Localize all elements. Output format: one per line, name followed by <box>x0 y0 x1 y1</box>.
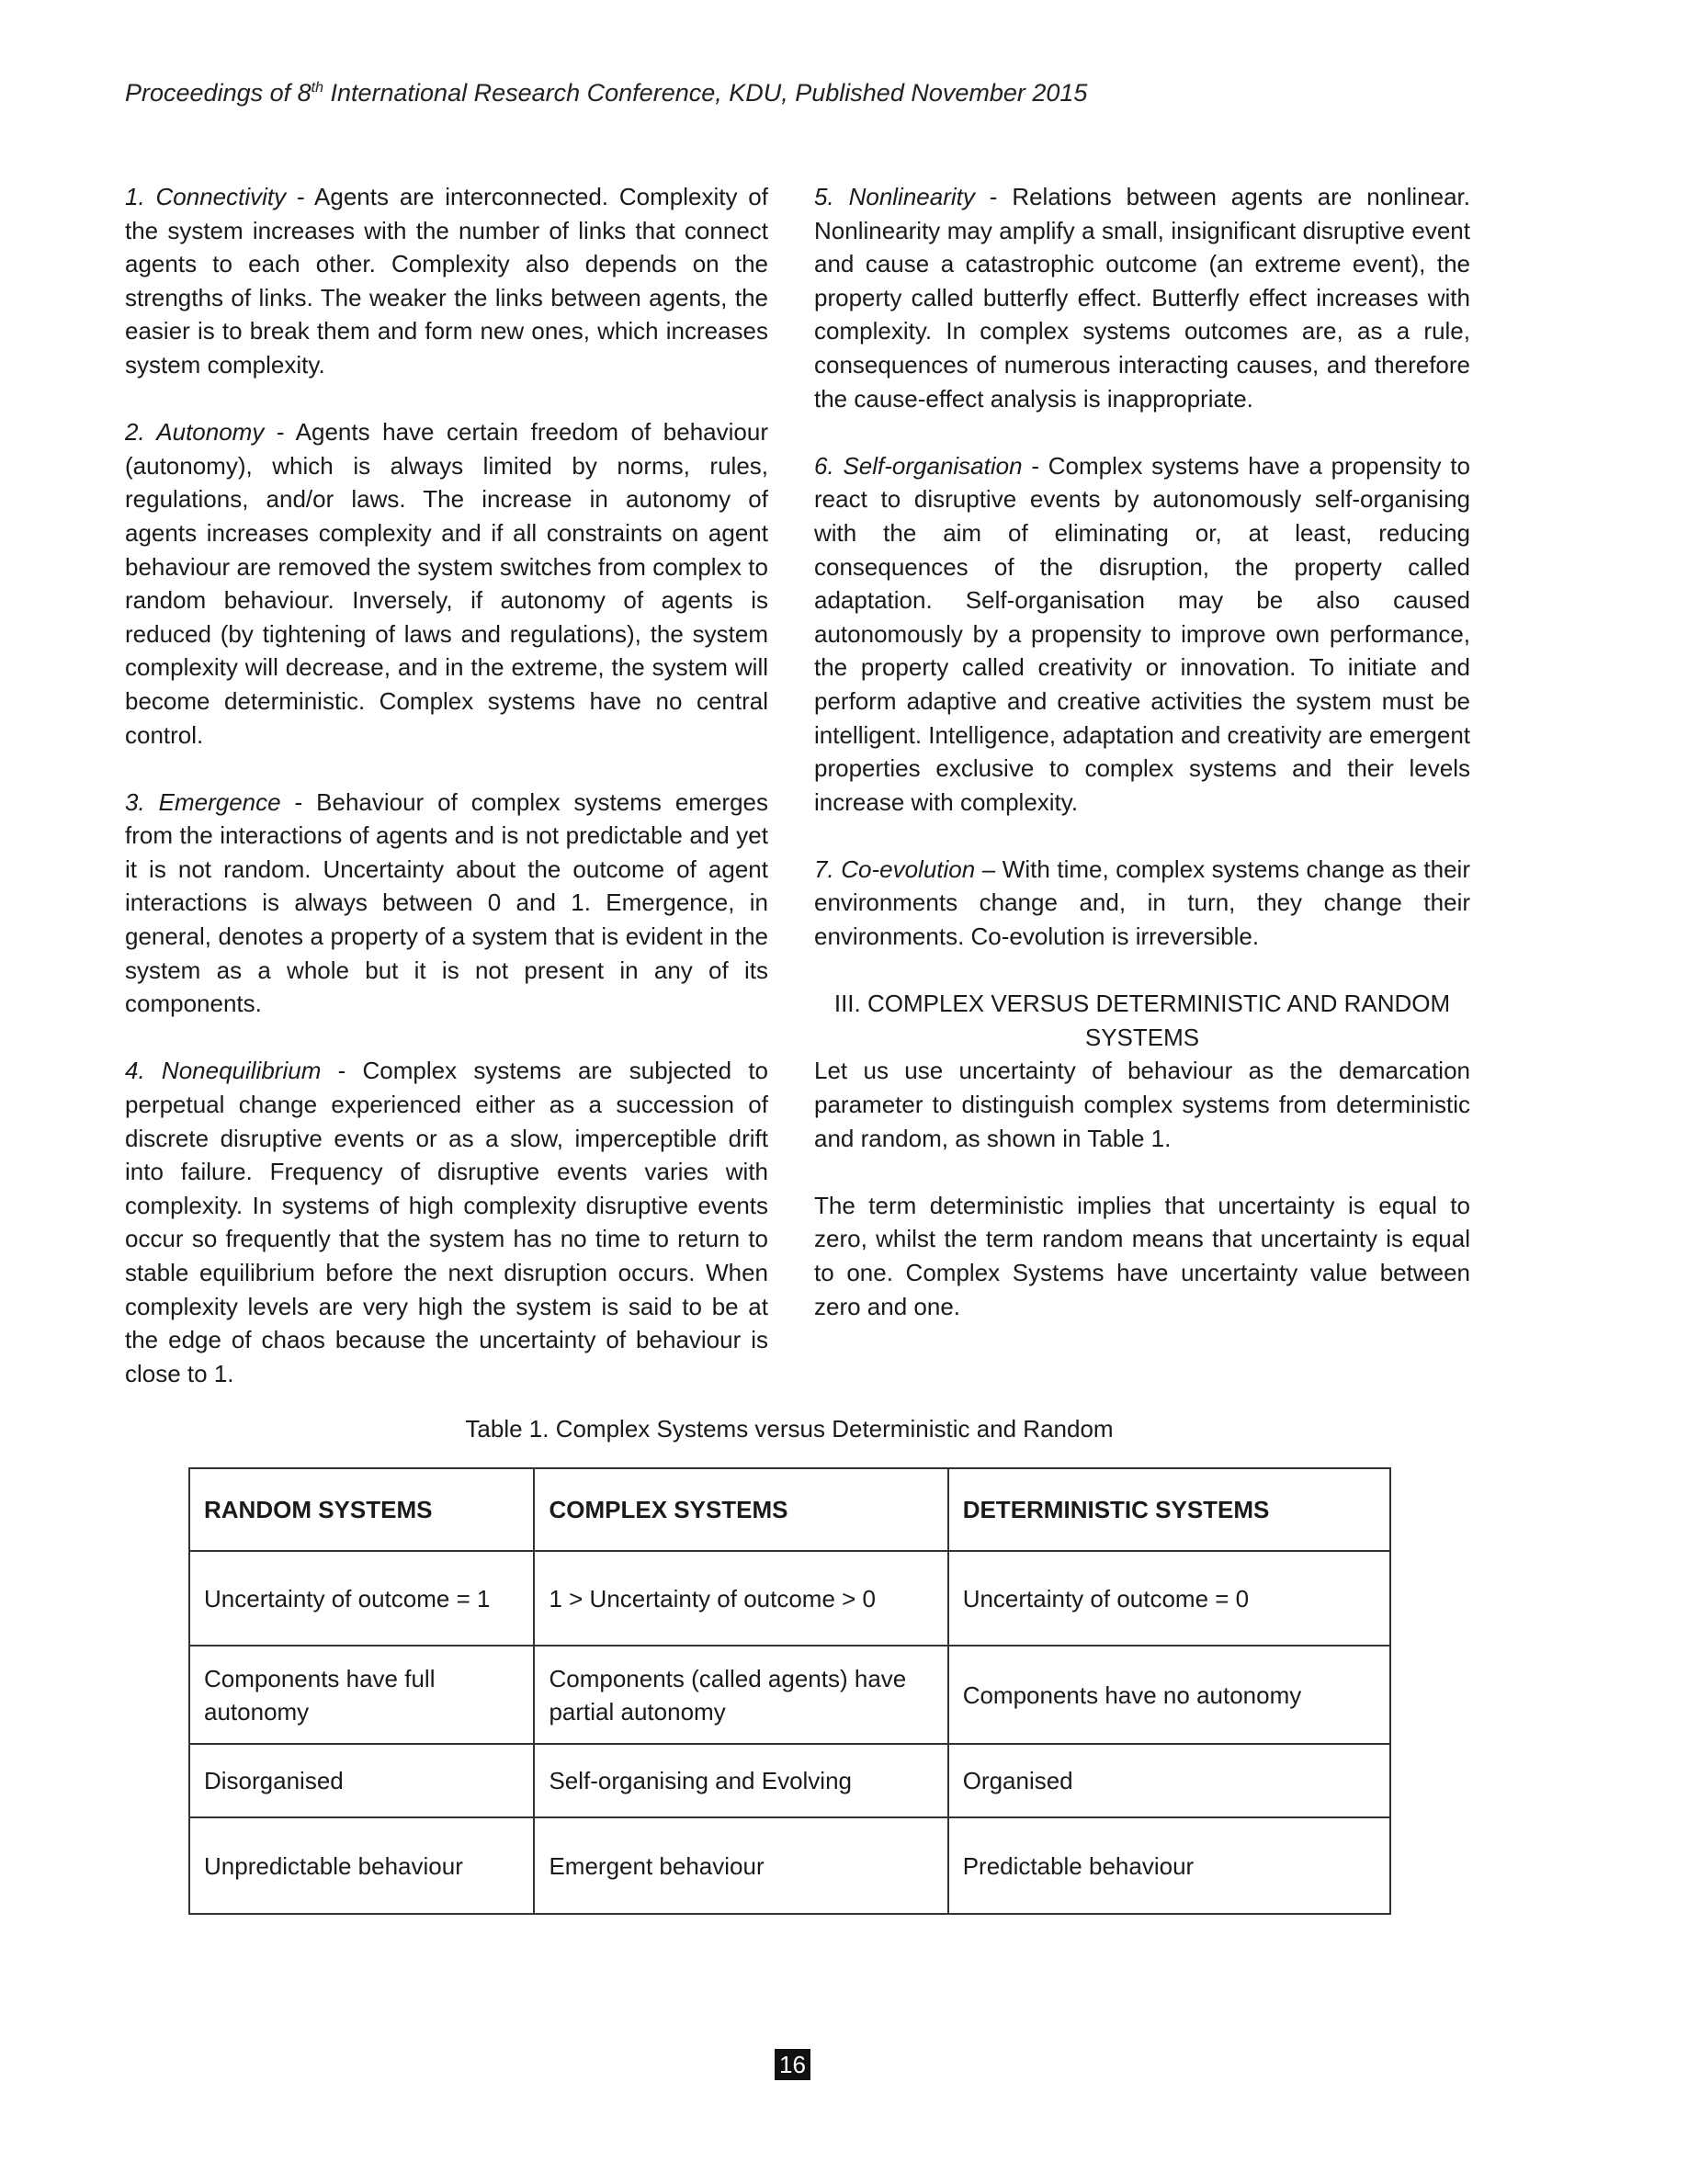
systems-table <box>188 1467 1391 1915</box>
table-cell: Organised <box>948 1744 1390 1817</box>
paragraph-connectivity: 1. Connectivity - Agents are interconnected. Complexity of the system increases with the number of links that connect agents to each other. Complexity also depends on the strengths of links. The weaker the links between agents, the easier is to break them and form new ones, which increases system complexity. <box>125 183 768 379</box>
table-row <box>189 1551 1390 1646</box>
table-caption: Table 1. Complex Systems versus Deterministic and Random <box>465 1415 1114 1443</box>
table-header-cell: COMPLEX SYSTEMS <box>534 1468 947 1551</box>
table-cell: Components have full autonomy <box>189 1646 534 1744</box>
term: 6. Self-organisation <box>814 451 1023 480</box>
paragraph-uncertainty: The term deterministic implies that uncertainty is equal to zero, whilst the term random means that uncertainty is equal to one. Complex Systems have uncertainty value between zero and one. <box>814 1191 1470 1320</box>
paragraph-self-organisation: 6. Self-organisation - Complex systems have a propensity to react to disruptive events by autonomously self-organising with the aim of eliminating or, at least, reducing consequences of the disruption, the property called adaptation. Self-organisation may be also caused autonomously by a propensity to improve own performance, the property called creativity or innovation. To initiate and perform adaptive and creative activities the system must be intelligent. Intelligence, adaptation and creativity are emergent properties exclusive to complex systems and their levels increase with complexity. <box>814 451 1470 816</box>
table-row <box>189 1817 1390 1914</box>
paragraph-co-evolution: 7. Co-evolution – With time, complex systems change as their environments change and, in turn, they change their environments. Co-evolution is irreversible. <box>814 854 1470 951</box>
table-cell: Uncertainty of outcome = 0 <box>948 1551 1390 1646</box>
right-column <box>814 180 1470 1323</box>
paragraph-emergence: 3. Emergence - Behaviour of complex systems emerges from the interactions of agents and is not predictable and yet it is not random. Uncertainty about the outcome of agent interactions is always between 0 and 1. Emergence, in general, denotes a property of a system that is evident in the system as a whole but it is not present in any of its components. <box>125 787 768 1018</box>
term: 5. Nonlinearity <box>814 183 975 210</box>
table-cell: Emergent behaviour <box>534 1817 947 1914</box>
page-number: 16 <box>775 2049 810 2080</box>
header-sup: th <box>311 80 323 96</box>
paragraph-nonequilibrium: 4. Nonequilibrium - Complex systems are subjected to perpetual change experienced either as a succession of discrete disruptive events or as a slow, imperceptible drift into failure. Frequency of disruptive events varies with complexity. In systems of high complexity disruptive events occur so frequently that the system has no time to return to stable equilibrium before the next disruption occurs. When complexity levels are very high the system is said to be at the edge of chaos because the uncertainty of behaviour is close to 1. <box>125 1057 769 1387</box>
table-cell: Components have no autonomy <box>948 1646 1390 1744</box>
running-header <box>125 79 1087 108</box>
table-cell: Uncertainty of outcome = 1 <box>189 1551 534 1646</box>
table-header-row <box>189 1468 1390 1551</box>
table-cell: Self-organising and Evolving <box>534 1744 947 1817</box>
table-row <box>189 1646 1390 1744</box>
table-cell: Components (called agents) have partial autonomy <box>534 1646 947 1744</box>
table-header-cell: DETERMINISTIC SYSTEMS <box>948 1468 1390 1551</box>
term: 3. Emergence <box>125 787 281 816</box>
table-cell: Disorganised <box>189 1744 534 1817</box>
table-cell: Predictable behaviour <box>948 1817 1390 1914</box>
table-cell: 1 > Uncertainty of outcome > 0 <box>534 1551 947 1646</box>
term: 4. Nonequilibrium <box>125 1057 322 1085</box>
left-column <box>125 180 768 1390</box>
paragraph-autonomy: 2. Autonomy - Agents have certain freedom of behaviour (autonomy), which is always limited by norms, rules, regulations, and/or laws. The increase in autonomy of agents increases complexity and if all constraints on agent behaviour are removed the system switches from complex to random behaviour. Inversely, if autonomy of agents is reduced (by tightening of laws and regulations), the system complexity will decrease, and in the extreme, the system will become deterministic. Complex systems have no central control. <box>125 418 768 749</box>
term: 7. Co-evolution <box>814 854 976 883</box>
header-prefix: Proceedings of 8 <box>125 79 312 107</box>
table-header-cell: RANDOM SYSTEMS <box>189 1468 534 1551</box>
paragraph-nonlinearity: 5. Nonlinearity - Relations between agents are nonlinear. Nonlinearity may amplify a small, insignificant disruptive event and cause a catastrophic outcome (an extreme event), the property called butterfly effect. Butterfly effect increases with complexity. In complex systems outcomes are, as a rule, consequences of numerous interacting causes, and therefore the cause-effect analysis is inappropriate. <box>814 183 1470 413</box>
term: 1. Connectivity <box>125 183 287 210</box>
table-cell: Unpredictable behaviour <box>189 1817 534 1914</box>
header-suffix: International Research Conference, KDU, Published November 2015 <box>323 79 1088 107</box>
section-heading: III. COMPLEX VERSUS DETERMINISTIC AND RANDOM SYSTEMS <box>833 990 1451 1051</box>
term: 2. Autonomy <box>125 418 265 447</box>
table-row <box>189 1744 1390 1817</box>
paragraph-demarcation: Let us use uncertainty of behaviour as the demarcation parameter to distinguish complex systems from deterministic and random, as shown in Table 1. <box>814 1057 1470 1152</box>
